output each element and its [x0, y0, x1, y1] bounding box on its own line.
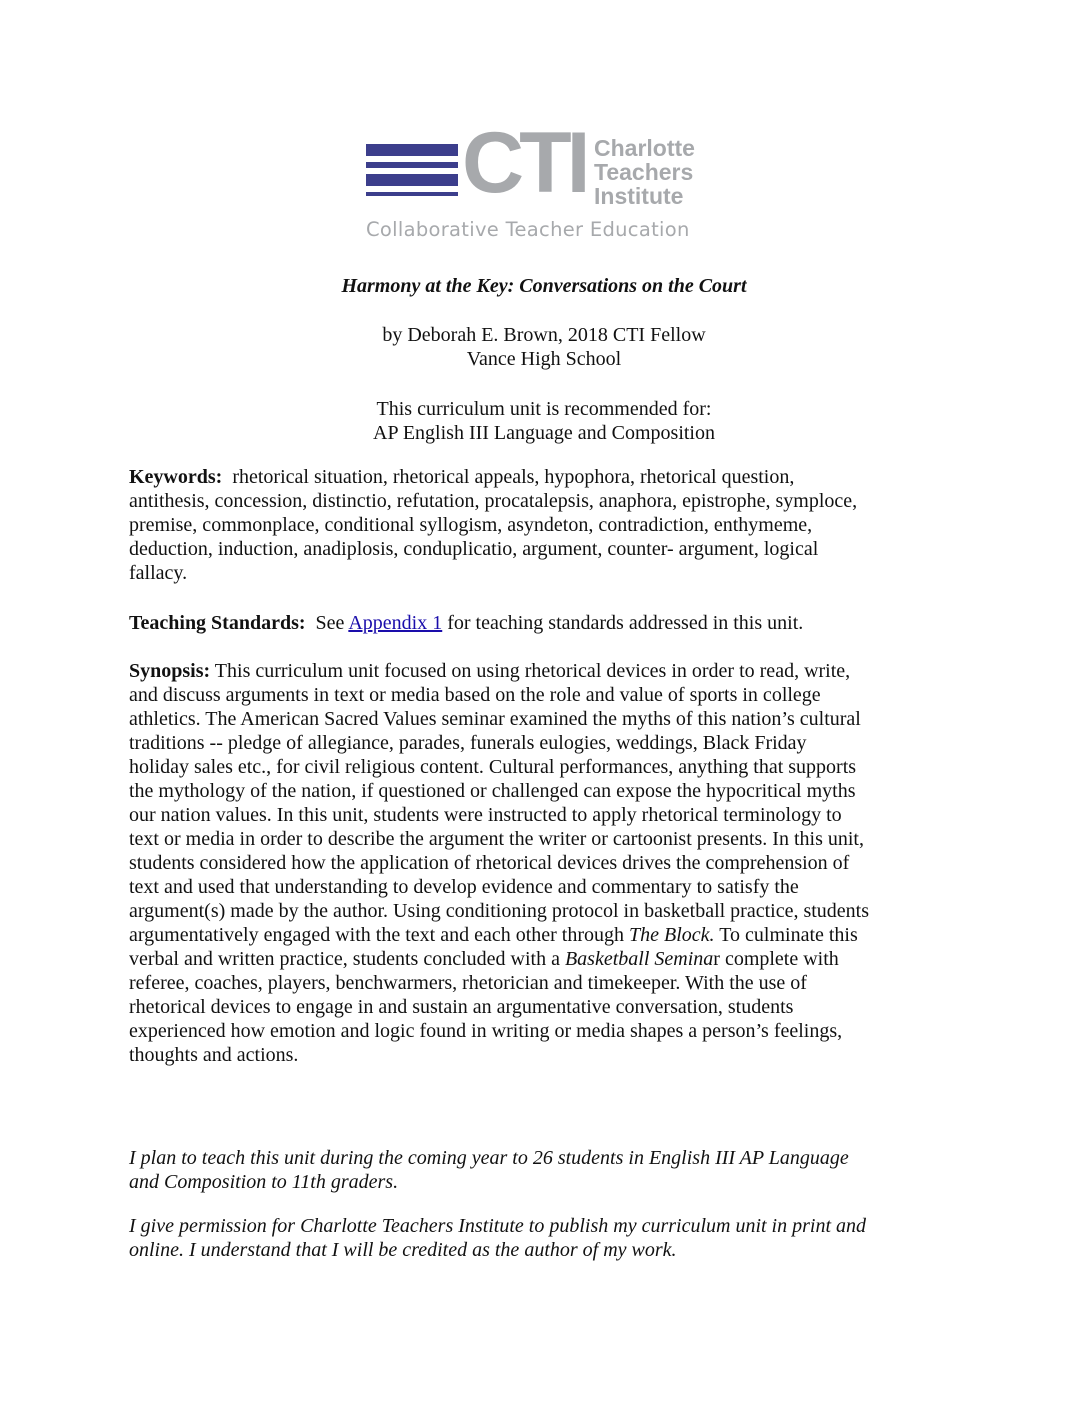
teaching-standards-section [129, 611, 929, 635]
logo-bar [366, 162, 458, 168]
unit-title: Harmony at the Key: Conversations on the Court [341, 275, 747, 297]
keywords-text: premise, commonplace, conditional syllogism, asyndeton, contradiction, enthymeme, [129, 514, 813, 536]
logo-bar [366, 174, 458, 186]
teaching-plan-statement [129, 1146, 929, 1194]
logo-org-line: Teachers [594, 159, 694, 185]
course-name: AP English III Language and Composition [373, 422, 715, 444]
plan-text: and Composition to 11th graders. [129, 1171, 399, 1193]
teaching-standards-post: for teaching standards addressed in this unit. [447, 612, 804, 634]
logo-bar [366, 192, 458, 196]
synopsis-text: thoughts and actions. [129, 1044, 299, 1066]
synopsis-emphasis: Basketball Semina [564, 948, 714, 970]
synopsis-text: To culminate this [714, 924, 858, 946]
keywords-text: rhetorical situation, rhetorical appeals, hypophora, rhetorical question, [232, 466, 795, 488]
appendix-link[interactable]: Appendix 1 [348, 612, 443, 634]
synopsis-text: This curriculum unit focused on using rhetorical devices in order to read, write, [214, 660, 851, 682]
keywords-text: deduction, induction, anadiplosis, conduplicatio, argument, counter- argument, logical [129, 538, 819, 560]
synopsis-text: text and used that understanding to develop evidence and commentary to satisfy the [129, 876, 799, 898]
synopsis-text: rhetorical devices to engage in and sustain an argumentative conversation, students [129, 996, 794, 1018]
synopsis-label: Synopsis: [129, 660, 211, 682]
synopsis-text: students considered how the application of rhetorical devices drives the comprehension of [129, 852, 850, 874]
keywords-text: antithesis, concession, distinctio, refutation, procatalepsis, anaphora, epistrophe, symploce, [129, 490, 858, 512]
synopsis-text: text or media in order to describe the argument the writer or cartoonist presents. In this unit, [129, 828, 864, 850]
synopsis-text: athletics. The American Sacred Values seminar examined the myths of this nation’s cultural [129, 708, 861, 730]
keywords-section [129, 465, 929, 585]
keywords-label: Keywords: [129, 466, 223, 488]
logo-acronym: CTI [462, 115, 586, 211]
synopsis-text: argument(s) made by the author. Using conditioning protocol in basketball practice, students [129, 900, 870, 922]
logo-tagline: Collaborative Teacher Education [366, 218, 690, 241]
synopsis-text: our nation values. In this unit, students were instructed to apply rhetorical terminology to [129, 804, 842, 826]
synopsis-text: traditions -- pledge of allegiance, parades, funerals eulogies, weddings, Black Friday [129, 732, 807, 754]
school-name: Vance High School [466, 348, 622, 370]
logo-bar [366, 144, 458, 156]
teaching-standards-label: Teaching Standards: [129, 612, 306, 634]
logo-org-name [594, 136, 695, 208]
permission-text: I give permission for Charlotte Teachers Institute to publish my curriculum unit in print and [129, 1215, 867, 1237]
recommendation [0, 397, 1088, 445]
author-line: by Deborah E. Brown, 2018 CTI Fellow [382, 324, 706, 346]
keywords-text: fallacy. [129, 562, 188, 584]
synopsis-text: and discuss arguments in text or media based on the role and value of sports in college [129, 684, 821, 706]
logo-org-line: Institute [594, 183, 684, 209]
recommendation-line: This curriculum unit is recommended for: [376, 398, 712, 420]
synopsis-text: referee, coaches, players, benchwarmers, rhetorician and timekeeper. With the use of [129, 972, 807, 994]
synopsis-emphasis: The Block. [629, 924, 715, 946]
logo-org-line: Charlotte [594, 135, 695, 161]
synopsis-text: experienced how emotion and logic found in writing or media shapes a person’s feelings, [129, 1020, 843, 1042]
synopsis-text: r complete with [713, 948, 839, 970]
synopsis-text: the mythology of the nation, if questioned or challenged can expose the hypocritical myths [129, 780, 856, 802]
plan-text: I plan to teach this unit during the coming year to 26 students in English III AP Language [129, 1147, 849, 1169]
permission-statement [129, 1214, 929, 1262]
teaching-standards-pre: See [315, 612, 345, 634]
synopsis-text: holiday sales etc., for civil religious content. Cultural performances, anything that supports [129, 756, 857, 778]
permission-text: online. I understand that I will be credited as the author of my work. [129, 1239, 677, 1261]
cti-logo [366, 115, 726, 244]
synopsis-section [129, 659, 929, 1067]
synopsis-text: argumentatively engaged with the text and each other through [129, 924, 625, 946]
byline [0, 323, 1088, 371]
synopsis-text: verbal and written practice, students concluded with a [129, 948, 560, 970]
